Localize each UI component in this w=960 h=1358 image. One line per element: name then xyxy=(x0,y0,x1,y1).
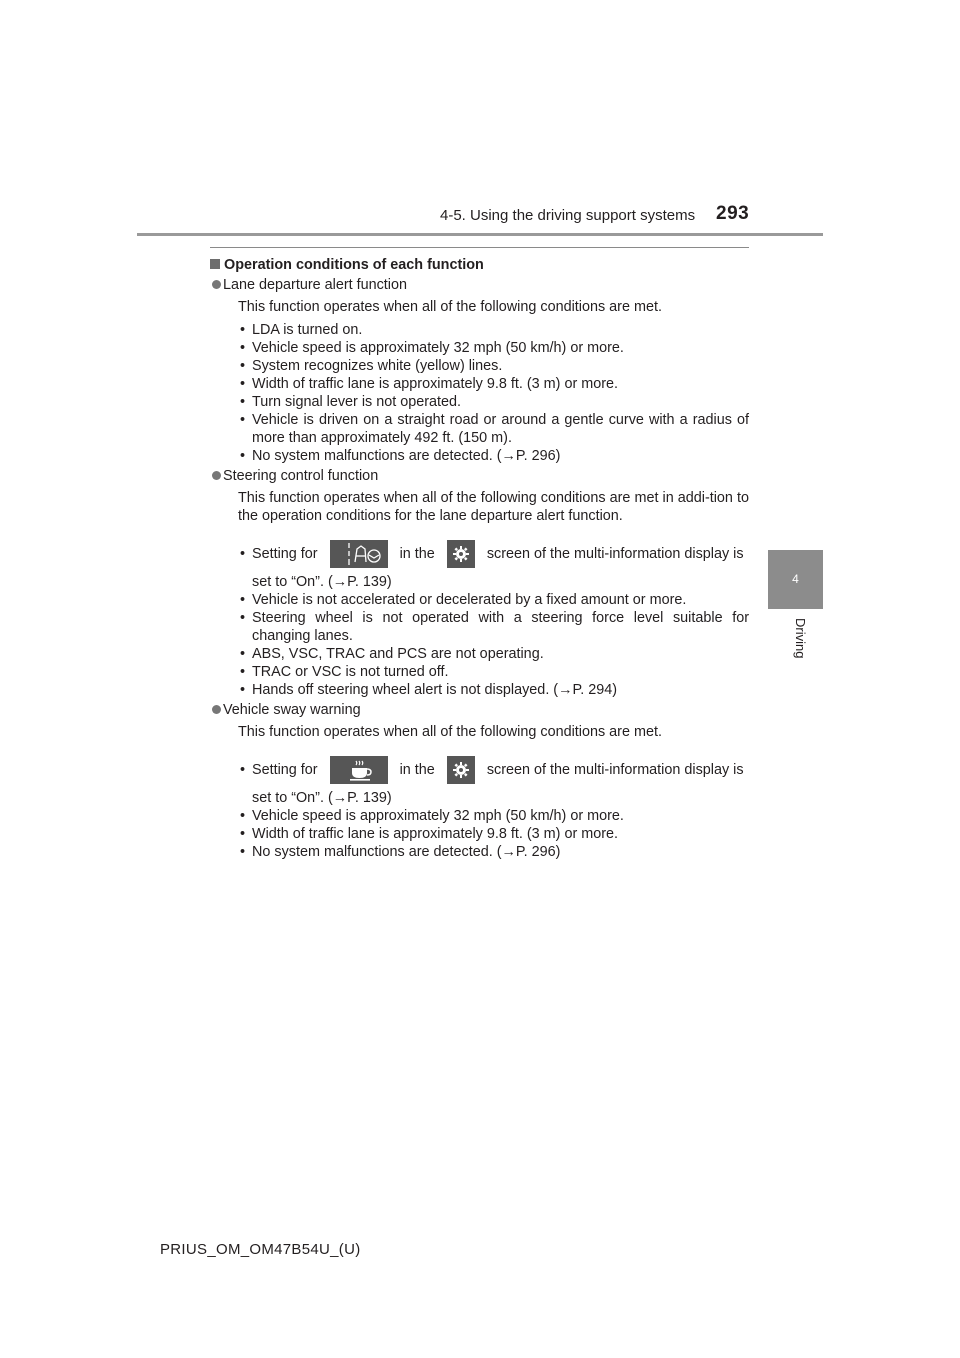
list-item: • Width of traffic lane is approximately 9.8 ft. (3 m) or more. xyxy=(238,375,749,393)
sway-intro: This function operates when all of the following conditions are met. xyxy=(238,724,662,740)
lda-title-text: Lane departure alert function xyxy=(223,277,408,293)
list-item: • No system malfunctions are detected. (→P. 296) xyxy=(238,843,749,861)
setting-text: Setting for xyxy=(252,546,318,562)
list-item: • System recognizes white (yellow) lines. xyxy=(238,357,749,375)
steering-conditions xyxy=(238,537,749,699)
list-item: • Vehicle is not accelerated or decelerated by a fixed amount or more. xyxy=(238,591,749,609)
coffee-cup-icon xyxy=(330,756,388,784)
list-item: • No system malfunctions are detected. (→P. 296) xyxy=(238,447,749,465)
gear-icon xyxy=(447,540,475,568)
list-item: • LDA is turned on. xyxy=(238,321,749,339)
list-item: • Vehicle speed is approximately 32 mph (50 km/h) or more. xyxy=(238,339,749,357)
steering-title-text: Steering control function xyxy=(223,468,379,484)
content-divider xyxy=(210,247,749,248)
lane-steering-icon xyxy=(330,540,388,568)
list-item xyxy=(238,537,749,591)
gear-icon xyxy=(447,756,475,784)
setting-text: screen of the multi-information display is xyxy=(486,762,744,778)
sway-title-text: Vehicle sway warning xyxy=(223,702,361,718)
list-item: • Turn signal lever is not operated. xyxy=(238,393,749,411)
section-heading-text: Operation conditions of each function xyxy=(224,257,484,273)
lda-conditions xyxy=(238,321,749,465)
steering-title xyxy=(210,467,749,485)
sway-conditions xyxy=(238,753,749,861)
main-content xyxy=(210,256,749,861)
steering-intro: This function operates when all of the following conditions are met in addi-tion to the operation conditions for the lane departure alert function. xyxy=(238,490,749,524)
list-item: • ABS, VSC, TRAC and PCS are not operating. xyxy=(238,645,749,663)
setting-text: Setting for xyxy=(252,762,318,778)
setting-text: screen of the multi-information display is xyxy=(486,546,744,562)
list-item xyxy=(238,753,749,807)
bullet-dot-icon xyxy=(212,705,221,714)
list-item: • Vehicle speed is approximately 32 mph (50 km/h) or more. xyxy=(238,807,749,825)
square-bullet-icon xyxy=(210,259,220,269)
section-title: 4-5. Using the driving support systems xyxy=(440,207,696,224)
setting-text: in the xyxy=(399,546,435,562)
list-item: • Width of traffic lane is approximately 9.8 ft. (3 m) or more. xyxy=(238,825,749,843)
list-item: • Vehicle is driven on a straight road or around a gentle curve with a radius of more than approximately 492 ft. (150 m). xyxy=(238,411,749,447)
sway-title xyxy=(210,701,749,719)
section-heading xyxy=(210,256,749,274)
bullet-dot-icon xyxy=(212,280,221,289)
document-code: PRIUS_OM_OM47B54U_(U) xyxy=(160,1241,361,1258)
chapter-label: Driving xyxy=(793,618,808,659)
setting-text: in the xyxy=(399,762,435,778)
header-divider xyxy=(137,233,823,236)
bullet-dot-icon xyxy=(212,471,221,480)
lda-intro: This function operates when all of the following conditions are met. xyxy=(238,299,662,315)
lda-title xyxy=(210,276,749,294)
page-number: 293 xyxy=(716,203,750,224)
list-item: • Steering wheel is not operated with a steering force level suitable for changing lanes. xyxy=(238,609,749,645)
setting-text-continued: set to “On”. (→P. 139) xyxy=(252,574,392,590)
chapter-number: 4 xyxy=(792,572,799,586)
list-item: • TRAC or VSC is not turned off. xyxy=(238,663,749,681)
list-item: • Hands off steering wheel alert is not displayed. (→P. 294) xyxy=(238,681,749,699)
setting-text-continued: set to “On”. (→P. 139) xyxy=(252,790,392,806)
